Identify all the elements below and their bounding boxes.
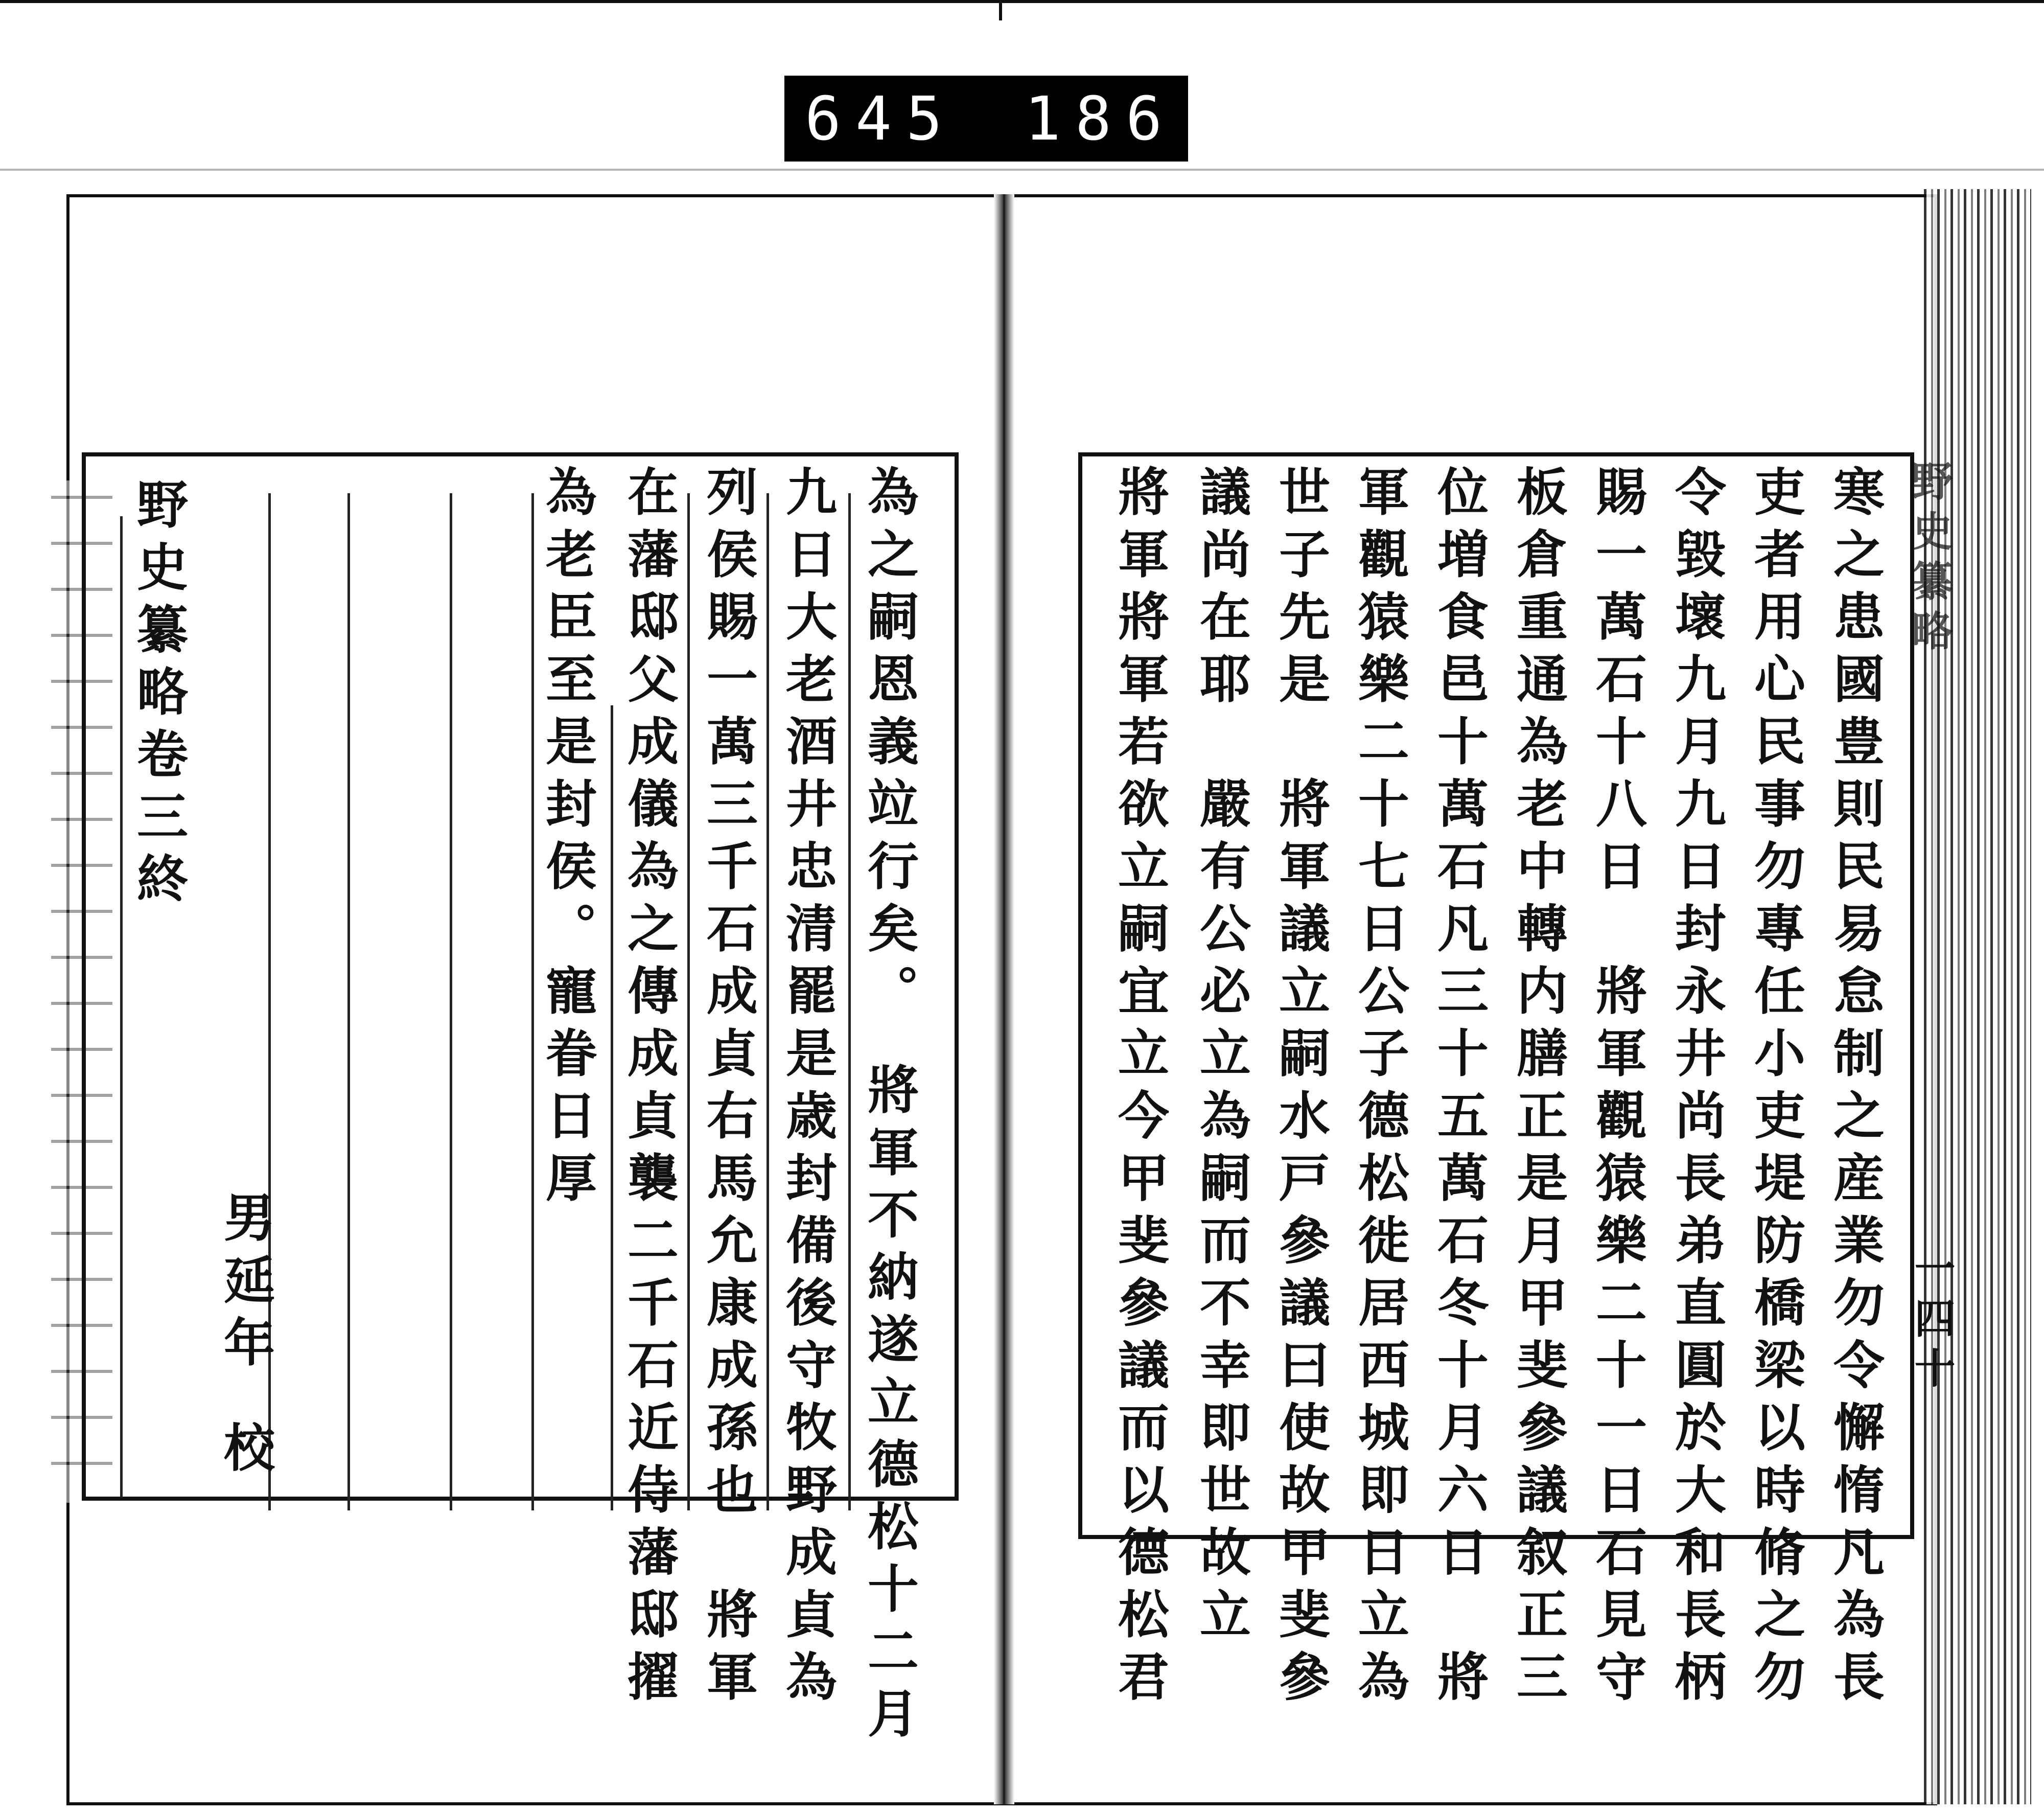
left-body-column: 為老臣至是封侯。寵眷日厚 <box>537 465 597 1213</box>
left-body-column: 在藩邸父成儀為之傳成貞襲二千石近侍藩邸擢 <box>619 465 679 1712</box>
page-edge-strip <box>1924 189 2031 1804</box>
right-body-column: 將軍將軍若欲立嗣宜立今甲斐參議而以德松君 <box>1109 465 1170 1712</box>
left-column-rule <box>450 493 452 1510</box>
left-body-column: 列侯賜一萬三千石成貞右馬允康成孫也 將軍 <box>698 465 758 1712</box>
right-body-column: 令毀壞九月九日封永井尚長弟直圓於大和長柄 <box>1666 465 1727 1712</box>
page-number: 一四十 <box>1908 1247 1956 1397</box>
left-body-column: 九日大老酒井忠清罷是歳封備後守牧野成貞為 <box>777 465 838 1712</box>
right-body-column: 板倉重通為老中轉内膳正是月甲斐參議叙正三 <box>1508 465 1568 1712</box>
film-label-right-number: 186. <box>1025 83 1227 154</box>
left-column-rule <box>687 493 690 1510</box>
right-body-column: 議尚在耶 嚴有公必立為嗣而不幸即世故立 <box>1191 465 1251 1650</box>
collator-action: 校 <box>215 1421 275 1483</box>
film-label <box>784 76 1227 162</box>
left-column-rule <box>766 493 769 1510</box>
right-body-column: 世子先是 將軍議立嗣水戸參議曰使故甲斐參 <box>1270 465 1331 1712</box>
frame-lower-line <box>0 169 2044 171</box>
left-column-rule <box>611 705 613 1510</box>
collator-name: 男延年 <box>215 1191 275 1378</box>
left-column-rule <box>347 493 350 1510</box>
right-body-column: 寒之患國豊則民易怠制之産業勿令懈惰凡為長 <box>1825 465 1885 1712</box>
frame-top-line <box>0 0 2044 3</box>
film-label-left-number: 645 <box>805 83 957 154</box>
left-column-rule <box>848 493 851 1510</box>
running-header: 野史纂略 <box>1905 460 1953 660</box>
right-body-column: 吏者用心民事勿專任小吏堤防橋梁以時脩之勿 <box>1746 465 1806 1712</box>
left-column-rule <box>531 493 534 1510</box>
right-body-column: 賜一萬石十八日 將軍觀猿樂二十一日石見守 <box>1587 465 1647 1712</box>
book-gutter <box>994 194 1014 1804</box>
left-body-column: 為之嗣恩義竝行矣。 將軍不納遂立德松十二月 <box>859 465 919 1749</box>
volume-end-title: 野史纂略卷三終 <box>128 478 189 914</box>
left-column-rule <box>120 516 123 1498</box>
right-body-column: 軍觀猿樂二十七日公子德松徙居西城即日立為 <box>1350 465 1410 1712</box>
right-body-column: 位増食邑十萬石凡三十五萬石冬十月六日 將 <box>1429 465 1489 1712</box>
frame-mid-divider <box>999 0 1002 20</box>
